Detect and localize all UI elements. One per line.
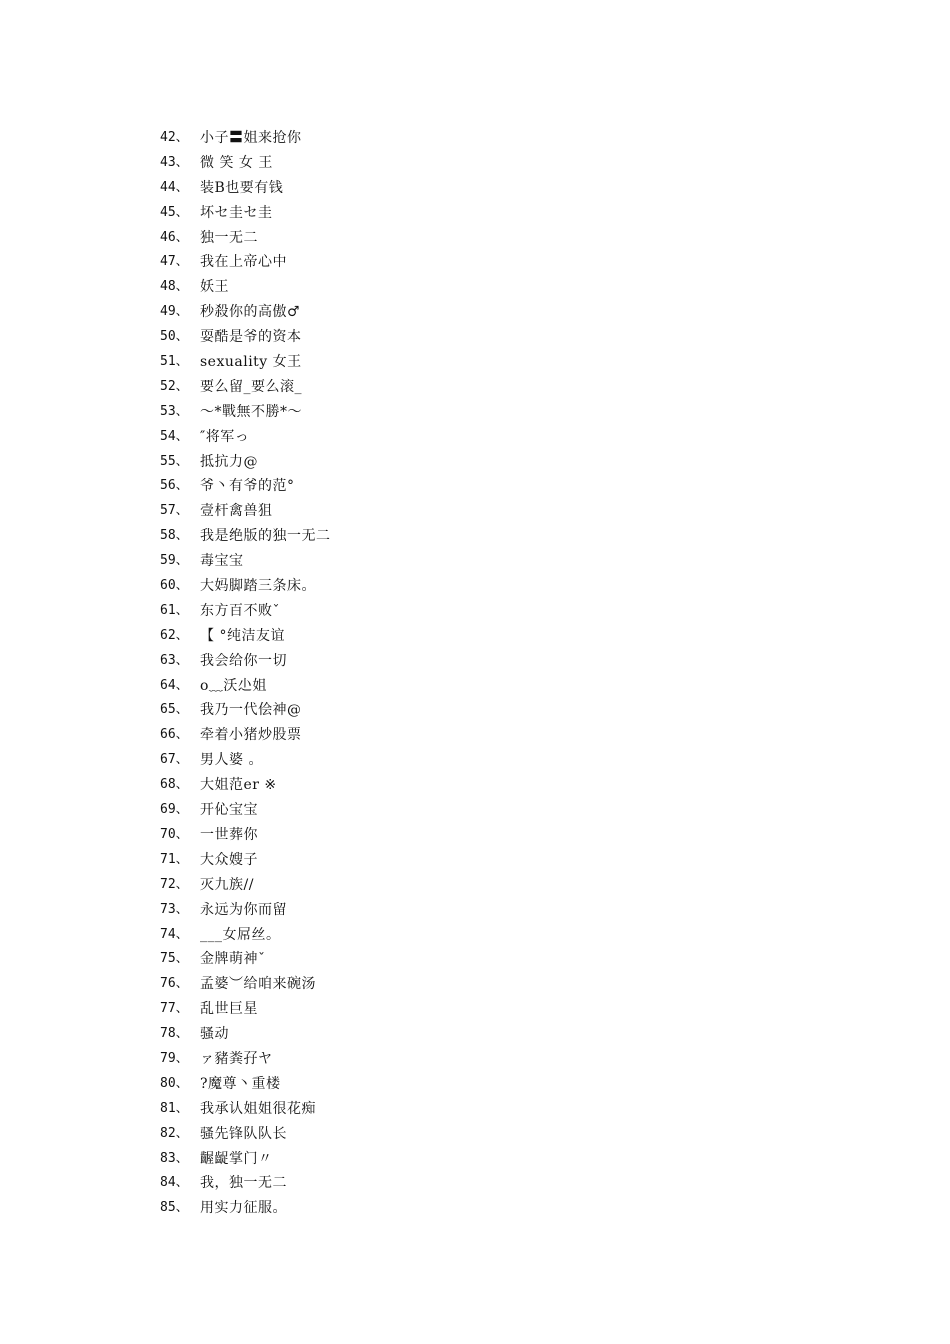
item-text: 牵着小猪炒股票 [200, 727, 302, 744]
item-number: 53、 [160, 403, 189, 419]
list-item [160, 649, 331, 674]
item-number: 74、 [160, 926, 189, 942]
list-item [160, 873, 331, 898]
item-text: 大姐范er ※ [200, 777, 277, 794]
item-text: ___女屌丝。 [200, 926, 281, 943]
list-item [160, 375, 331, 400]
item-text: 骚先锋队队长 [200, 1125, 287, 1142]
list-item [160, 474, 331, 499]
list-item [160, 674, 331, 699]
list-item [160, 997, 331, 1022]
item-number: 77、 [160, 1001, 189, 1017]
item-number: 47、 [160, 254, 189, 270]
item-text: 齷齪掌门〃 [200, 1150, 273, 1167]
item-text: ″将军っ [200, 428, 250, 445]
item-number: 51、 [160, 354, 189, 370]
item-number: 56、 [160, 478, 189, 494]
list-item [160, 151, 331, 176]
item-number: 68、 [160, 777, 189, 793]
item-number: 66、 [160, 727, 189, 743]
item-text: 坏セ圭セ圭 [200, 204, 273, 221]
item-number: 69、 [160, 802, 189, 818]
list-item [160, 275, 331, 300]
item-number: 71、 [160, 851, 189, 867]
item-number: 58、 [160, 528, 189, 544]
item-text: 用实力征服。 [200, 1200, 287, 1217]
item-text: ?魔尊丶重楼 [200, 1075, 281, 1092]
item-number: 84、 [160, 1175, 189, 1191]
item-text: 孟婆︶给咱来碗汤 [200, 976, 316, 993]
item-number: 43、 [160, 154, 189, 170]
item-number: 78、 [160, 1026, 189, 1042]
list-item [160, 250, 331, 275]
item-text: 我乃一代侩神@ [200, 702, 302, 719]
item-number: 85、 [160, 1200, 189, 1216]
item-number: 45、 [160, 204, 189, 220]
item-number: 72、 [160, 876, 189, 892]
list-item [160, 599, 331, 624]
item-number: 75、 [160, 951, 189, 967]
item-text: 骚动 [200, 1026, 229, 1043]
list-item [160, 1196, 331, 1221]
item-number: 54、 [160, 428, 189, 444]
list-item [160, 773, 331, 798]
item-text: 我是绝版的独一无二 [200, 528, 331, 545]
item-number: 79、 [160, 1050, 189, 1066]
item-text: 大众嫂子 [200, 851, 258, 868]
item-number: 63、 [160, 652, 189, 668]
item-number: 62、 [160, 627, 189, 643]
item-text: 微 笑 女 王 [200, 154, 273, 171]
list-item [160, 798, 331, 823]
item-number: 52、 [160, 378, 189, 394]
list-item [160, 450, 331, 475]
item-text: 独一无二 [200, 229, 258, 246]
item-number: 80、 [160, 1075, 189, 1091]
item-text: 秒殺你的高傲♂ [200, 304, 301, 321]
list-item [160, 1122, 331, 1147]
item-text: ～*戰無不勝*～ [200, 403, 302, 420]
item-number: 73、 [160, 901, 189, 917]
item-text: 男人婆 。 [200, 752, 263, 769]
list-item [160, 201, 331, 226]
list-item [160, 1072, 331, 1097]
list-item [160, 325, 331, 350]
item-number: 57、 [160, 503, 189, 519]
item-number: 61、 [160, 602, 189, 618]
list-item [160, 1022, 331, 1047]
item-number: 81、 [160, 1100, 189, 1116]
list-item [160, 574, 331, 599]
name-list [160, 126, 331, 1221]
list-item [160, 126, 331, 151]
item-number: 70、 [160, 826, 189, 842]
list-item [160, 425, 331, 450]
item-number: 64、 [160, 677, 189, 693]
item-text: 毒宝宝 [200, 553, 244, 570]
list-item [160, 848, 331, 873]
item-text: 我承认姐姐很花痴 [200, 1100, 316, 1117]
item-text: 壹杆禽兽狙 [200, 503, 273, 520]
item-number: 46、 [160, 229, 189, 245]
list-item [160, 823, 331, 848]
list-item [160, 499, 331, 524]
list-item [160, 176, 331, 201]
item-text: 东方百不败ˇ [200, 602, 280, 619]
list-item [160, 972, 331, 997]
item-number: 50、 [160, 329, 189, 345]
list-item [160, 226, 331, 251]
list-item [160, 898, 331, 923]
list-item [160, 947, 331, 972]
item-number: 59、 [160, 553, 189, 569]
list-item [160, 549, 331, 574]
item-text: 永远为你而留 [200, 901, 287, 918]
item-text: 抵抗力@ [200, 453, 258, 470]
list-item [160, 1047, 331, 1072]
item-text: 我会给你一切 [200, 652, 287, 669]
item-text: 妖王 [200, 279, 229, 296]
item-number: 60、 [160, 578, 189, 594]
list-item [160, 698, 331, 723]
item-text: 大妈脚踏三条床。 [200, 578, 316, 595]
item-text: 金牌萌神ˇ [200, 951, 266, 968]
item-text: 灭九族// [200, 876, 254, 893]
list-item [160, 1171, 331, 1196]
item-text: ァ豬粪孖ヤ [200, 1050, 273, 1067]
list-item [160, 1097, 331, 1122]
list-item [160, 350, 331, 375]
item-text: 开伈宝宝 [200, 802, 258, 819]
item-number: 55、 [160, 453, 189, 469]
list-item [160, 624, 331, 649]
item-number: 76、 [160, 976, 189, 992]
list-item [160, 923, 331, 948]
list-item [160, 723, 331, 748]
item-text: 要么留_要么滚_ [200, 378, 302, 395]
item-number: 67、 [160, 752, 189, 768]
item-text: 爷丶有爷的范° [200, 478, 295, 495]
item-text: 【 °纯洁友谊 [200, 627, 285, 644]
item-text: 我在上帝心中 [200, 254, 287, 271]
item-text: 我，独一无二 [200, 1175, 287, 1192]
list-item [160, 300, 331, 325]
item-number: 49、 [160, 304, 189, 320]
list-item [160, 524, 331, 549]
item-number: 82、 [160, 1125, 189, 1141]
list-item [160, 1147, 331, 1172]
item-text: 小子〓姐来抢你 [200, 130, 302, 146]
item-number: 42、 [160, 130, 189, 145]
item-text: o﹏沃尐姐 [200, 677, 267, 694]
item-number: 65、 [160, 702, 189, 718]
item-text: 一世葬你 [200, 826, 258, 843]
item-text: 装B也要有钱 [200, 179, 284, 196]
item-number: 44、 [160, 179, 189, 195]
list-item [160, 748, 331, 773]
item-number: 83、 [160, 1150, 189, 1166]
item-text: 乱世巨星 [200, 1001, 258, 1018]
item-number: 48、 [160, 279, 189, 295]
list-item [160, 400, 331, 425]
item-text: sexuality 女王 [200, 354, 302, 371]
item-text: 耍酷是爷的资本 [200, 329, 302, 346]
